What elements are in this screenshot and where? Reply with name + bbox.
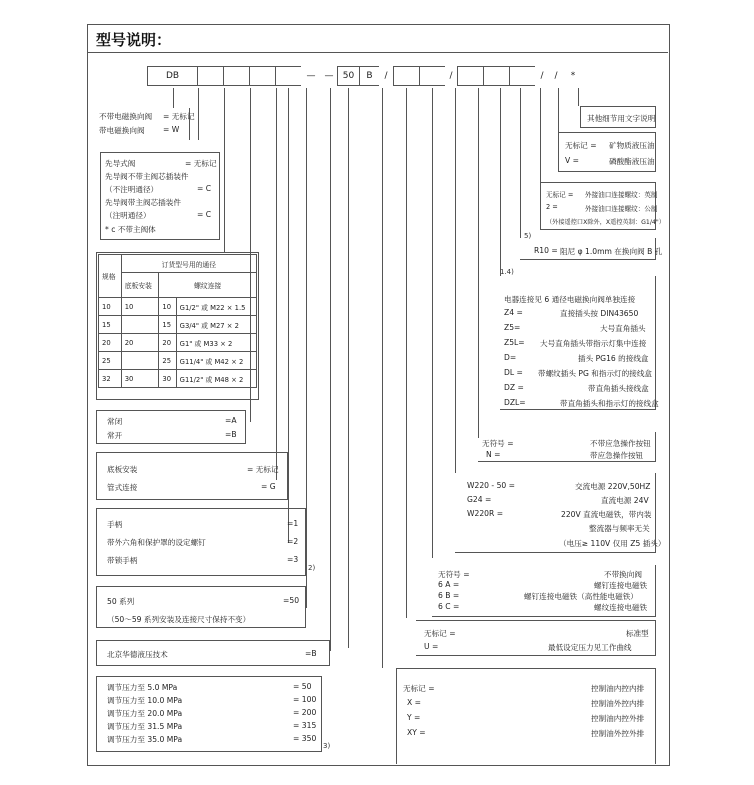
footnote-3: 3) bbox=[323, 742, 331, 750]
box-open-close: 常闭 =A 常开 =B bbox=[96, 410, 246, 444]
connector-line bbox=[173, 88, 174, 108]
connector-line bbox=[198, 88, 199, 140]
code-cell bbox=[509, 66, 535, 86]
connector-line bbox=[432, 88, 433, 558]
code-cell bbox=[197, 66, 223, 86]
code-dash: — bbox=[306, 71, 316, 81]
spec-header: 订货型号用的通径 bbox=[121, 255, 256, 273]
code-letter: B bbox=[359, 66, 379, 86]
spec-table bbox=[98, 254, 257, 388]
connector-line bbox=[330, 88, 331, 651]
box-orifice: R10 = 阻尼 φ 1.0mm 在换向阀 B 孔 bbox=[520, 238, 656, 260]
table-row: 32 30 30 G11/2" 或 M48 × 2 bbox=[99, 370, 257, 388]
box-mounting: 底板安装 = 无标记 管式连接 = G bbox=[96, 452, 288, 500]
connector-line bbox=[306, 88, 307, 608]
connector-line bbox=[558, 88, 559, 132]
connector-line bbox=[288, 88, 289, 543]
connector-line bbox=[578, 88, 579, 106]
box-pressure-type: 无标记 = 标准型 U = 最低设定压力见工作曲线 bbox=[416, 620, 656, 656]
table-row: 20 20 20 G1" 或 M33 × 2 bbox=[99, 334, 257, 352]
box-manual-override: 无符号 = 不带应急操作按钮 N = 带应急操作按钮 bbox=[478, 432, 656, 462]
code-cell bbox=[275, 66, 301, 86]
code-slash: / bbox=[540, 71, 544, 81]
code-slash: / bbox=[554, 71, 558, 81]
connector-line bbox=[520, 88, 521, 238]
box-series: 50 系列 =50 （50～59 系列安装及连接尺寸保持不变） bbox=[96, 586, 306, 628]
spec-col-size: 规格 bbox=[99, 255, 122, 298]
box-thread-type: 无标记 = 外接油口连接螺纹：英制 2 = 外接油口连接螺纹：公制 （外接遥控口X除外，X遥控英制：G1/4"） bbox=[540, 182, 656, 230]
code-star: * bbox=[570, 71, 576, 81]
page-title: 型号说明： bbox=[96, 31, 172, 49]
title-bar bbox=[87, 24, 668, 53]
box-pilot-valve: 先导式阀 = 无标记 先导阀不带主阀芯插装件 （不注明通径） = C 先导阀带主阀芯插装件 （注明通径） = C * c 不带主阀体 bbox=[100, 152, 220, 240]
code-cell bbox=[419, 66, 445, 86]
connector-line bbox=[406, 88, 407, 618]
connector-line bbox=[455, 88, 456, 473]
box-pressure: 调节压力至 5.0 MPa = 50 调节压力至 10.0 MPa = 100 调节压力至 20.0 MPa = 200 调节压力至 31.5 MPa = 315 调节压力至 35.0 MPa = 350 bbox=[96, 676, 322, 752]
box-power-supply: W220 - 50 = 交流电源 220V,50HZ G24 = 直流电源 24V W220R = 220V 直流电磁铁，带内装 整流器与频率无关 （电压≥ 110V 仅用 Z5 插头） bbox=[455, 473, 656, 553]
connector-line bbox=[224, 88, 225, 252]
code-slash: / bbox=[449, 71, 453, 81]
box-manufacturer: 北京华德液压技术 =B bbox=[96, 640, 330, 666]
box-adjustment: 手柄 =1 带外六角和保护罩的设定螺钉 =2 带锁手柄 =3 bbox=[96, 508, 306, 576]
connector-line bbox=[500, 88, 501, 276]
code-dash: — bbox=[324, 71, 334, 81]
code-cell bbox=[223, 66, 249, 86]
box-other-details: 其他细节用文字说明 bbox=[580, 106, 656, 128]
connector-line bbox=[276, 88, 277, 480]
box-fluid: 无标记 = 矿物质液压油 V = 磷酸酯液压油 bbox=[558, 132, 656, 172]
box-electrical: 电器连接见 6 通径电磁换向阀单独连接 Z4 = 直接插头按 DIN43650 Z5= 大号直角插头 Z5L= 大号直角插头带指示灯集中连接 D= 插头 PG16 的接线盒 DL = 带螺纹插头 PG 和指示灯的接线盒 DZ = 带直角插头接线盒 DZL= 带直角插头和指示灯的接线盒 bbox=[500, 276, 656, 410]
footnote-1-4: 1.4) bbox=[500, 268, 514, 276]
box-solenoid-valve: 不带电磁换向阀 = 无标记 带电磁换向阀 = W bbox=[97, 108, 190, 140]
table-row: 10 10 10 G1/2" 或 M22 × 1.5 bbox=[99, 298, 257, 316]
code-cell bbox=[393, 66, 419, 86]
footnote-5: 5) bbox=[524, 232, 532, 240]
code-prefix: DB bbox=[147, 66, 197, 86]
code-cell bbox=[249, 66, 275, 86]
table-row: 25 25 G11/4" 或 M42 × 2 bbox=[99, 352, 257, 370]
spec-col-plate: 底板安装 bbox=[121, 273, 159, 298]
connector-line bbox=[382, 88, 383, 668]
connector-line bbox=[478, 88, 479, 438]
connector-line bbox=[540, 88, 541, 182]
code-series: 50 bbox=[337, 66, 359, 86]
code-cell bbox=[457, 66, 483, 86]
code-cell bbox=[483, 66, 509, 86]
connector-line bbox=[348, 88, 349, 648]
footnote-2: 2) bbox=[308, 564, 316, 572]
model-code-row bbox=[147, 66, 583, 88]
box-directional-valve: 无符号 = 不带换向阀 6 A = 螺钉连接电磁铁 6 B = 螺钉连接电磁铁（高性能电磁铁） 6 C = 螺纹连接电磁铁 bbox=[432, 565, 656, 617]
spec-col-thread: 螺纹连接 bbox=[159, 273, 257, 298]
table-row: 15 15 G3/4" 或 M27 × 2 bbox=[99, 316, 257, 334]
code-slash: / bbox=[384, 71, 388, 81]
box-pilot-oil: 无标记 = 控制油内控内排 X = 控制油外控内排 Y = 控制油内控外排 XY = 控制油外控外排 bbox=[396, 668, 656, 764]
